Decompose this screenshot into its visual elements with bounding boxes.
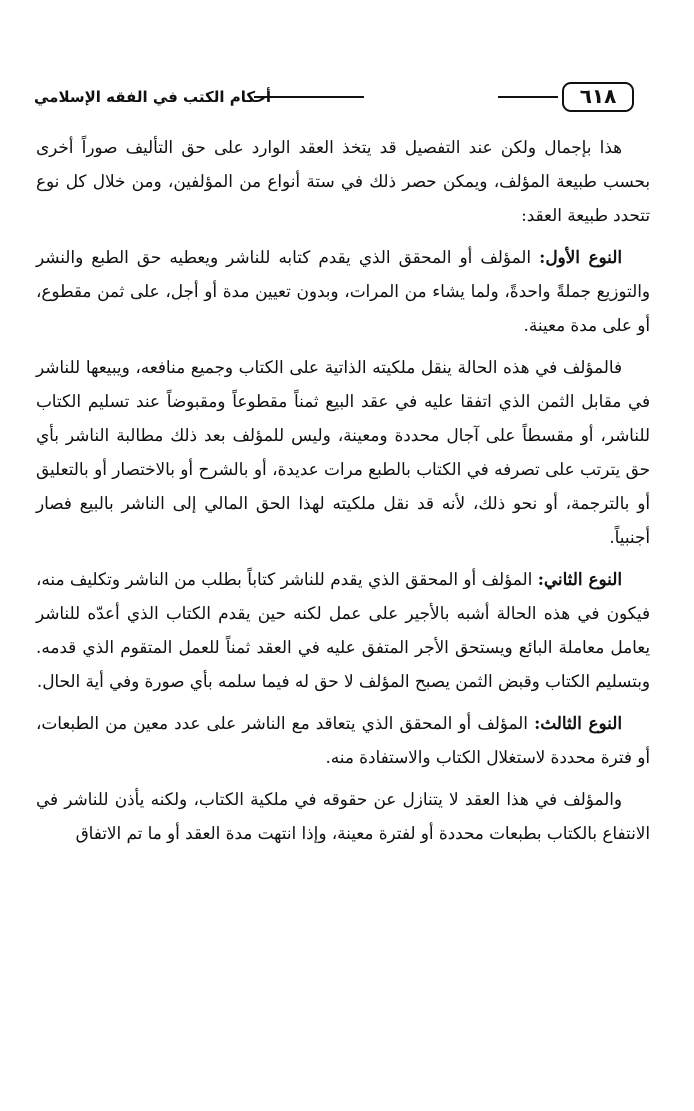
page-header xyxy=(34,82,634,118)
paragraph xyxy=(36,350,650,554)
paragraph xyxy=(36,706,650,774)
paragraph-text: المؤلف أو المحقق الذي يقدم للناشر كتاباً بطلب من الناشر وتكليف منه، فيكون في هذه الحالة أشبه بالأجير على عمل لكنه حين يقدم الكتاب الذي أعدّه للناشر يعامل معاملة البائع ويستحق الأجر المتفق عليه في العقد ثمناً للعمل المتقوم الذي قدمه. وبتسليم الكتاب وقبض الثمن يصبح المؤلف لا حق له فيما سلمه بأي صورة وفي أية الحال. xyxy=(36,569,650,691)
paragraph-text: المؤلف أو المحقق الذي يقدم كتابه للناشر ويعطيه حق الطبع والنشر والتوزيع جملةً واحدةً، ولما يشاء من المرات، وبدون تعيين مدة أو أجل، على ثمن مقطوع، أو على مدة معينة. xyxy=(36,247,650,335)
paragraph-heading: النوع الثاني: xyxy=(537,569,622,589)
paragraph-text: المؤلف أو المحقق الذي يتعاقد مع الناشر على عدد معين من الطبعات، أو فترة محددة لاستغلال الكتاب والاستفادة منه. xyxy=(36,713,650,767)
book-title: أحكام الكتب في الفقه الإسلامي xyxy=(34,88,272,106)
paragraph-text: هذا بإجمال ولكن عند التفصيل قد يتخذ العقد الوارد على حق التأليف صوراً أخرى بحسب طبيعة المؤلف، ويمكن حصر ذلك في ستة أنواع من المؤلفين، ومن خلال كل نوع تتحدد طبيعة العقد: xyxy=(36,137,650,225)
paragraph xyxy=(36,782,650,850)
paragraph xyxy=(36,562,650,698)
header-rule xyxy=(498,96,558,98)
paragraph-heading: النوع الثالث: xyxy=(534,713,622,733)
paragraph xyxy=(36,240,650,342)
page-body xyxy=(36,130,650,858)
paragraph xyxy=(36,130,650,232)
paragraph-text: والمؤلف في هذا العقد لا يتنازل عن حقوقه في ملكية الكتاب، ولكنه يأذن للناشر في الانتفاع بالكتاب بطبعات محددة أو لفترة معينة، وإذا انتهت مدة العقد أو ما تم الاتفاق xyxy=(36,789,650,843)
paragraph-heading: النوع الأول: xyxy=(539,247,622,267)
paragraph-text: فالمؤلف في هذه الحالة ينقل ملكيته الذاتية على الكتاب وجميع منافعه، ويبيعها للناشر في مقابل الثمن الذي اتفقا عليه في عقد البيع ثمناً مقطوعاً ومقبوضاً عند تسليم الكتاب للناشر، أو مقسطاً على آجال محددة ومعينة، وليس للمؤلف بعد ذلك مطالبة الناشر بأي حق يترتب على تصرفه في الكتاب بالطبع مرات عديدة، أو بالشرح أو بالاختصار أو بالتعليق أو بالترجمة، أو نحو ذلك، لأنه قد نقل ملكيته لهذا الحق المالي إلى الناشر بالبيع فصار أجنبياً. xyxy=(36,357,650,547)
page-number: ٦١٨ xyxy=(562,82,634,112)
